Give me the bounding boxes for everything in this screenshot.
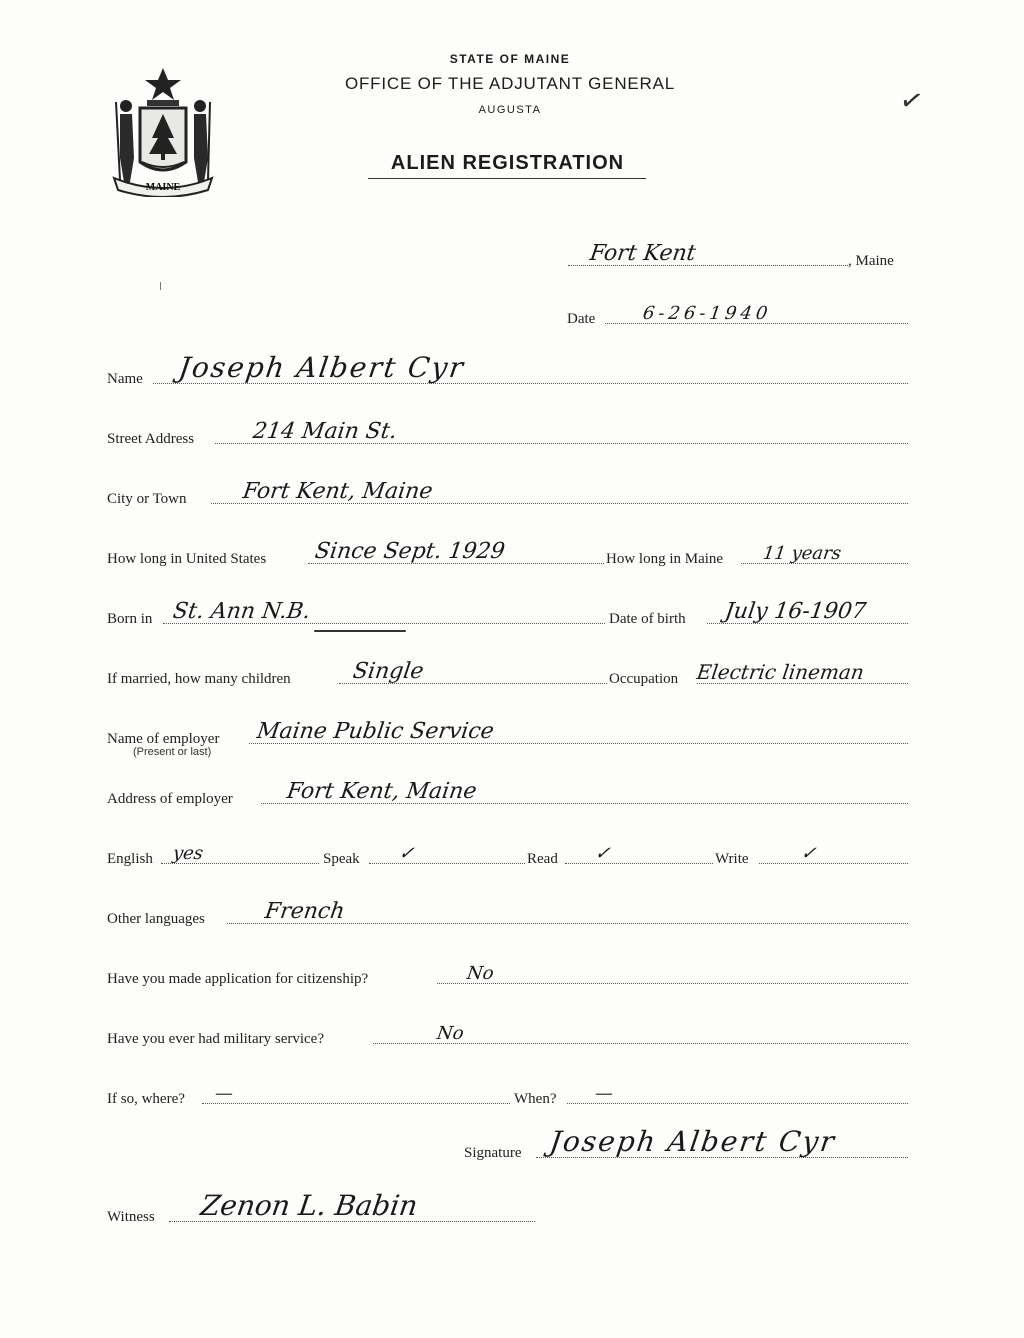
other-languages-row — [107, 894, 912, 930]
name-label: Name — [107, 371, 143, 387]
signature-value: Joseph Albert Cyr — [547, 1125, 839, 1158]
military-row — [107, 1014, 912, 1050]
employer-row — [107, 714, 912, 750]
where-label: If so, where? — [107, 1091, 185, 1107]
read-value: ✓ — [593, 843, 612, 864]
born-in-underline — [314, 630, 406, 632]
citizenship-label: Have you made application for citizenship? — [107, 971, 369, 987]
witness-label: Witness — [107, 1209, 155, 1225]
stray-mark — [160, 282, 161, 290]
witness-value: Zenon L. Babin — [198, 1189, 420, 1222]
date-row — [567, 294, 910, 330]
english-value: yes — [171, 843, 205, 864]
employer-label: Name of employer — [107, 731, 220, 747]
how-long-us-value: Since Sept. 1929 — [313, 539, 507, 564]
service-row — [107, 1074, 912, 1110]
city-heading: AUGUSTA — [478, 104, 542, 116]
other-languages-label: Other languages — [107, 911, 205, 927]
where-value: — — [213, 1083, 235, 1104]
seal-motto: MAINE — [145, 182, 181, 193]
city-label: City or Town — [107, 491, 187, 507]
signature-label: Signature — [464, 1145, 522, 1161]
how-long-maine-value: 11 years — [761, 543, 843, 564]
how-long-maine-label: How long in Maine — [606, 551, 724, 567]
city-row — [107, 474, 912, 510]
name-row — [107, 351, 912, 390]
children-value: Single — [351, 659, 426, 684]
date-of-birth-label: Date of birth — [609, 611, 686, 627]
city-value: Fort Kent, Maine — [241, 479, 435, 504]
town-value: Fort Kent — [588, 241, 698, 266]
english-label: English — [107, 851, 153, 867]
when-value: — — [593, 1083, 615, 1104]
form-title: ALIEN REGISTRATION — [390, 152, 625, 174]
street-label: Street Address — [107, 431, 195, 447]
name-value: Joseph Albert Cyr — [176, 351, 468, 384]
children-label: If married, how many children — [107, 671, 291, 687]
residence-row — [107, 534, 912, 570]
write-label: Write — [715, 851, 749, 867]
citizenship-value: No — [465, 963, 496, 984]
title-underline — [368, 178, 646, 179]
citizenship-row — [107, 954, 912, 990]
date-of-birth-value: July 16-1907 — [723, 599, 868, 624]
english-row — [107, 834, 912, 870]
date-label: Date — [567, 311, 596, 327]
signature-row — [464, 1125, 944, 1164]
street-row — [107, 414, 912, 450]
employer-address-value: Fort Kent, Maine — [285, 779, 479, 804]
how-long-us-label: How long in United States — [107, 551, 267, 567]
employer-sublabel: (Present or last) — [133, 746, 212, 758]
speak-value: ✓ — [397, 843, 416, 864]
employer-address-label: Address of employer — [107, 791, 233, 807]
town-row — [560, 236, 920, 272]
street-value: 214 Main St. — [251, 419, 399, 444]
occupation-value: Electric lineman — [695, 660, 866, 684]
employer-address-row — [107, 774, 912, 810]
state-heading: STATE OF MAINE — [449, 52, 571, 66]
employer-value: Maine Public Service — [255, 719, 496, 744]
date-value: 6-26-1940 — [641, 303, 773, 324]
office-heading: OFFICE OF THE ADJUTANT GENERAL — [344, 74, 676, 93]
other-languages-value: French — [263, 899, 347, 924]
town-suffix: , Maine — [848, 253, 894, 269]
born-in-label: Born in — [107, 611, 153, 627]
witness-row — [107, 1189, 537, 1228]
read-label: Read — [527, 851, 558, 867]
born-in-value: St. Ann N.B. — [171, 599, 312, 624]
military-value: No — [435, 1023, 466, 1044]
write-value: ✓ — [799, 843, 818, 864]
speak-label: Speak — [323, 851, 360, 867]
occupation-label: Occupation — [609, 671, 679, 687]
when-label: When? — [514, 1091, 557, 1107]
children-row — [107, 654, 922, 690]
birth-row — [107, 594, 912, 630]
military-label: Have you ever had military service? — [107, 1031, 324, 1047]
margin-check-mark: ✓ — [896, 81, 927, 120]
maine-seal-icon — [102, 62, 224, 197]
